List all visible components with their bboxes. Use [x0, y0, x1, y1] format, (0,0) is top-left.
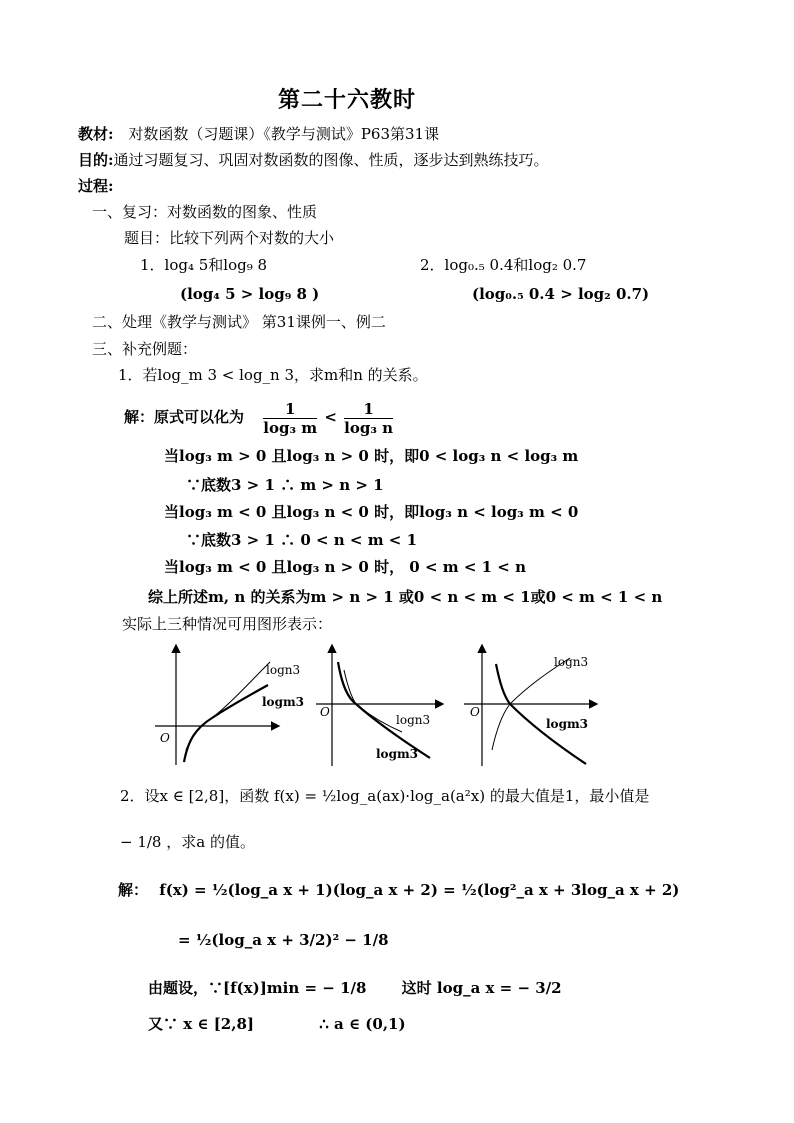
page-title: 第二十六教时	[277, 87, 416, 113]
material-label: 教材:	[78, 125, 114, 143]
graph-case-1	[150, 640, 310, 770]
case-1-result: ∵底数3 > 1 ∴ m > n > 1	[186, 476, 384, 494]
graph-case-2	[312, 640, 447, 770]
label-logn-2: logn3	[396, 713, 431, 727]
solution-2-line-1	[118, 880, 679, 900]
case-3: 当log₃ m < 0 且log₃ n > 0 时， 0 < m < 1 < n	[164, 558, 526, 576]
solution-2-line-2: = ½(log_a x + 3/2)² − 1/8	[178, 931, 389, 949]
less-than: <	[324, 408, 337, 426]
label-logn-1: logn3	[266, 663, 301, 677]
goal-text: 通过习题复习、巩固对数函数的图像、性质，逐步达到熟练技巧。	[113, 151, 549, 169]
solution-1-start	[124, 398, 395, 437]
fraction-1-denominator: log₃ m	[263, 418, 318, 437]
solution-1-label: 解：原式可以化为	[124, 408, 245, 426]
origin-2: O	[320, 705, 330, 719]
example-2-line-2: − 1/8 ，求a 的值。	[120, 833, 255, 851]
label-logm-1: logm3	[262, 695, 304, 709]
section-one: 一、复习：对数函数的图象、性质	[92, 203, 318, 221]
section-three: 三、补充例题：	[92, 340, 198, 358]
label-logm-2: logm3	[376, 747, 418, 761]
curve-logm	[184, 685, 268, 762]
graph-case-3	[460, 640, 600, 770]
solution-2-expansion: f(x) = ½(log_a x + 1)(log_a x + 2) = ½(log²_a x + 3log_a x + 2)	[159, 881, 680, 899]
fraction-1	[263, 400, 317, 437]
solution-2-line-4	[148, 1014, 406, 1034]
solution-2-conclusion: ∴ a ∈ (0,1)	[319, 1015, 406, 1033]
goal-line	[78, 150, 549, 170]
fraction-1-numerator: 1	[263, 400, 317, 419]
solution-2-condition: 由题设，∵[f(x)]min = − 1/8	[148, 979, 367, 997]
section-one-topic: 题目：比较下列两个对数的大小	[124, 229, 335, 247]
graph-intro: 实际上三种情况可用图形表示：	[122, 615, 333, 633]
example-1: 1．若log_m 3 < log_n 3，求m和n 的关系。	[118, 366, 428, 384]
answer-1: (log₄ 5 > log₉ 8 )	[180, 285, 320, 303]
answer-2: (log₀.₅ 0.4 > log₂ 0.7)	[472, 285, 650, 303]
material-text: 对数函数（习题课）《教学与测试》P63第31课	[128, 125, 440, 143]
fraction-2	[344, 400, 393, 437]
question-2: 2．log₀.₅ 0.4和log₂ 0.7	[420, 256, 587, 274]
case-2-result: ∵底数3 > 1 ∴ 0 < n < m < 1	[186, 531, 418, 549]
fraction-2-numerator: 1	[344, 400, 393, 419]
solution-2-domain: 又∵ x ∈ [2,8]	[148, 1015, 255, 1033]
solution-2-label: 解：	[118, 881, 149, 899]
case-2: 当log₃ m < 0 且log₃ n < 0 时，即log₃ n < log₃ m < 0	[164, 503, 579, 521]
fraction-2-denominator: log₃ n	[344, 418, 394, 437]
case-1: 当log₃ m > 0 且log₃ n > 0 时，即0 < log₃ n < log₃ m	[164, 447, 579, 465]
curve-logn	[186, 662, 270, 750]
origin-3: O	[470, 705, 480, 719]
section-two: 二、处理《教学与测试》 第31课例一、例二	[92, 313, 386, 331]
summary: 综上所述m, n 的关系为m > n > 1 或0 < n < m < 1或0 < m < 1 < n	[148, 588, 663, 606]
goal-label: 目的:	[78, 151, 114, 169]
label-logm-3: logm3	[546, 717, 588, 731]
label-logn-3: logn3	[554, 655, 589, 669]
origin-1: O	[160, 731, 170, 745]
solution-2-line-3	[148, 978, 562, 998]
material-line	[78, 124, 439, 144]
question-1: 1．log₄ 5和log₉ 8	[140, 256, 268, 274]
solution-2-consequence: 这时 log_a x = − 3/2	[401, 979, 562, 997]
example-2-line-1: 2．设x ∈ [2,8]，函数 f(x) = ½log_a(ax)·log_a(a²x) 的最大值是1，最小值是	[120, 787, 650, 805]
process-label: 过程:	[78, 177, 114, 195]
